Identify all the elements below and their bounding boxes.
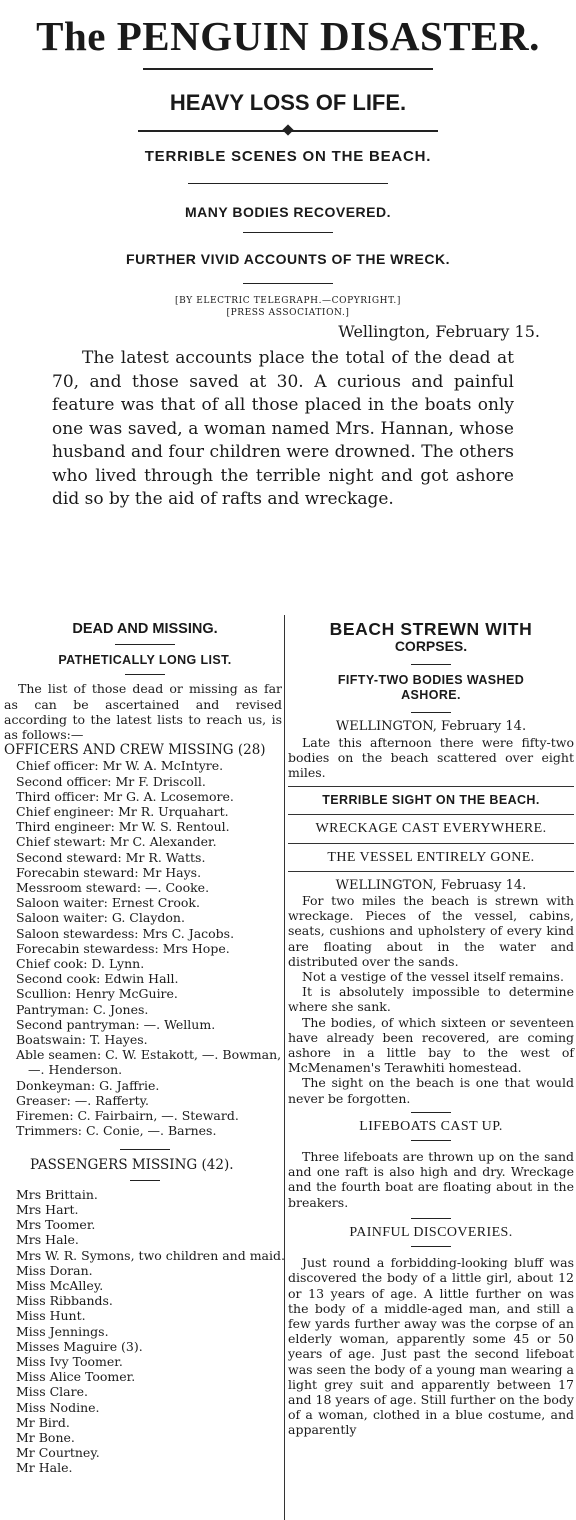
passenger-item: Mr Courtney. [16,1445,100,1461]
crew-item: Boatswain: T. Hayes. [16,1032,148,1048]
crew-item: Messroom steward: —. Cooke. [16,880,210,896]
passenger-item: Mrs Toomer. [16,1217,96,1233]
crew-item: Chief officer: Mr W. A. McIntyre. [16,758,224,774]
crew-item: Chief stewart: Mr C. Alexander. [16,834,217,850]
headline-sub4: FURTHER VIVID ACCOUNTS OF THE WRECK. [126,251,450,267]
dateline-feb14-a: WELLINGTON, February 14. [335,719,527,735]
passenger-item: Mr Bird. [16,1414,70,1430]
dateline-feb14-b: WELLINGTON, Februasy 14. [335,877,527,893]
lead-paragraph: The latest accounts place the total of the dead at 70, and those saved at 30. A curious and painful feature was that of all those placed in the boats only one was saved, a woman named Mrs. Hannan, whose husband and four children were drowned. The others who lived through the terrible night and got ashore did so by the aid of rafts and wreckage. [52,348,514,509]
divider [125,674,165,675]
divider [188,183,388,184]
crew-item: Second officer: Mr F. Driscoll. [16,773,206,789]
crew-item: Chief cook: D. Lynn. [16,956,145,972]
credit-line1: [BY ELECTRIC TELEGRAPH.—COPYRIGHT.] [175,296,401,306]
subhead-terrible-sight: TERRIBLE SIGHT ON THE BEACH. [322,793,540,808]
divider [143,68,433,70]
crew-item: Chief engineer: Mr R. Urquahart. [16,804,229,820]
crew-item: Forecabin stewardess: Mrs Hope. [16,940,230,956]
passenger-item: Miss Nodine. [16,1399,100,1415]
headline-sub1: HEAVY LOSS OF LIFE. [169,90,407,115]
crew-item: Pantryman: C. Jones. [16,1001,149,1017]
crew-item: Saloon waiter: Ernest Crook. [16,895,200,911]
beach-heading-2: CORPSES. [394,638,468,655]
right-column [286,620,574,1438]
divider [130,1180,160,1181]
crew-item: Third engineer: Mr W. S. Rentoul. [16,819,230,835]
credit-line2: [PRESS ASSOCIATION.] [226,308,350,318]
crew-item: Second steward: Mr R. Watts. [16,849,206,865]
subhead-lifeboats: LIFEBOATS CAST UP. [359,1118,503,1134]
divider [288,786,574,787]
subhead-vessel-gone: THE VESSEL ENTIRELY GONE. [327,849,535,865]
para-vestige: Not a vestige of the vessel itself remains. [302,969,564,985]
passenger-item: Mrs Hale. [16,1232,79,1248]
divider [243,232,333,233]
divider [115,644,175,645]
para-impossible: It is absolutely impossible to determine where she sank. [288,984,574,1015]
crew-item: Second cook: Edwin Hall. [16,971,179,987]
divider [411,1218,451,1219]
passenger-item: Mrs W. R. Symons, two children and maid. [16,1247,285,1263]
divider [288,843,574,844]
passenger-item: Miss Hunt. [16,1308,86,1324]
crew-item: Second pantryman: —. Wellum. [16,1016,216,1032]
passenger-item: Miss Alice Toomer. [16,1369,136,1385]
crew-item: Forecabin steward: Mr Hays. [16,864,202,880]
dead-missing-heading: DEAD AND MISSING. [72,621,218,637]
passengers-heading: PASSENGERS MISSING (42). [30,1156,234,1173]
para-sight: The sight on the beach is one that would never be forgotten. [288,1075,574,1106]
passenger-item: Miss Clare. [16,1384,88,1400]
passenger-item: Miss Ivy Toomer. [16,1353,123,1369]
crew-item: Third officer: Mr G. A. Lcosemore. [16,788,234,804]
para-two-miles: For two miles the beach is strewn with wreckage. Pieces of the vessel, cabins, seats, cushions and upholstery of every kind are floating about in the water and distributed over the sands. [288,893,574,969]
passenger-list [4,1187,286,1476]
subhead-wreckage: WRECKAGE CAST EVERYWHERE. [315,821,547,837]
crew-item: Trimmers: C. Conie, —. Barnes. [16,1123,217,1139]
crew-item: Saloon waiter: G. Claydon. [16,910,185,926]
para-late-afternoon: Late this afternoon there were fifty-two bodies on the beach scattered over eight miles. [288,734,574,781]
headline-sub2: TERRIBLE SCENES ON THE BEACH. [144,148,432,165]
headline-title: The PENGUIN DISASTER. [36,13,540,59]
divider [243,283,333,284]
divider [288,814,574,815]
long-list-subheading: PATHETICALLY LONG LIST. [58,653,232,668]
passenger-item: Mrs Hart. [16,1201,79,1217]
passenger-item: Miss Jennings. [16,1323,109,1339]
divider [411,712,451,713]
passenger-item: Mr Hale. [16,1460,73,1476]
crew-item: Scullion: Henry McGuire. [16,986,178,1002]
list-intro: The list of those dead or missing as far as can be ascertained and revised according to the latest lists to reach us, is as follows:— [4,681,282,743]
para-lifeboats: Three lifeboats are thrown up on the sand and one raft is also high and dry. Wreckage and the fourth boat are floating about in the breakers. [288,1149,574,1210]
passenger-item: Mr Bone. [16,1429,75,1445]
passenger-item: Miss Doran. [16,1262,93,1278]
fifty-two-subheading: FIFTY-TWO BODIES WASHED ASHORE. [337,673,525,703]
beach-heading-1: BEACH STREWN WITH [329,619,533,639]
passenger-item: Misses Maguire (3). [16,1338,143,1354]
divider [288,871,574,872]
passenger-item: Miss Ribbands. [16,1293,113,1309]
crew-item: Firemen: C. Fairbairn, —. Steward. [16,1108,239,1124]
headline-sub3: MANY BODIES RECOVERED. [185,204,391,220]
para-bodies: The bodies, of which sixteen or seventeen have already been recovered, are coming ashore in a little bay to the west of McMenamen's Terawhiti homestead. [288,1014,574,1076]
crew-heading: OFFICERS AND CREW MISSING (28) [4,742,266,759]
crew-item: Saloon stewardess: Mrs C. Jacobs. [16,925,235,941]
divider-diamond [138,130,438,132]
divider [411,664,451,665]
crew-item: Donkeyman: G. Jaffrie. [16,1077,160,1093]
crew-list [4,758,286,1138]
left-column [0,620,286,1476]
divider [120,1149,170,1150]
crew-item: Able seamen: C. W. Estakott, —. Bowman, —. Henderson. [16,1047,282,1078]
passenger-item: Miss McAlley. [16,1277,104,1293]
crew-item: Greaser: —. Rafferty. [16,1092,150,1108]
subhead-painful: PAINFUL DISCOVERIES. [349,1224,513,1240]
divider [411,1112,451,1113]
passenger-item: Mrs Brittain. [16,1186,98,1202]
dateline: Wellington, February 15. [338,322,540,341]
divider [411,1140,451,1141]
divider [411,1246,451,1247]
para-discoveries: Just round a forbidding-looking bluff was discovered the body of a little girl, about 12 or 13 years of age. A little further on was the body of a middle-aged man, and still a few yards further away was the corpse of an elderly woman, apparently some 45 or 50 years of age. Just past the second lifeboat was seen the body of a young man wearing a light grey suit and apparently between 17 and 18 years of age. Still further on the body of a woman, clothed in a blue costume, and apparently [288,1255,574,1438]
